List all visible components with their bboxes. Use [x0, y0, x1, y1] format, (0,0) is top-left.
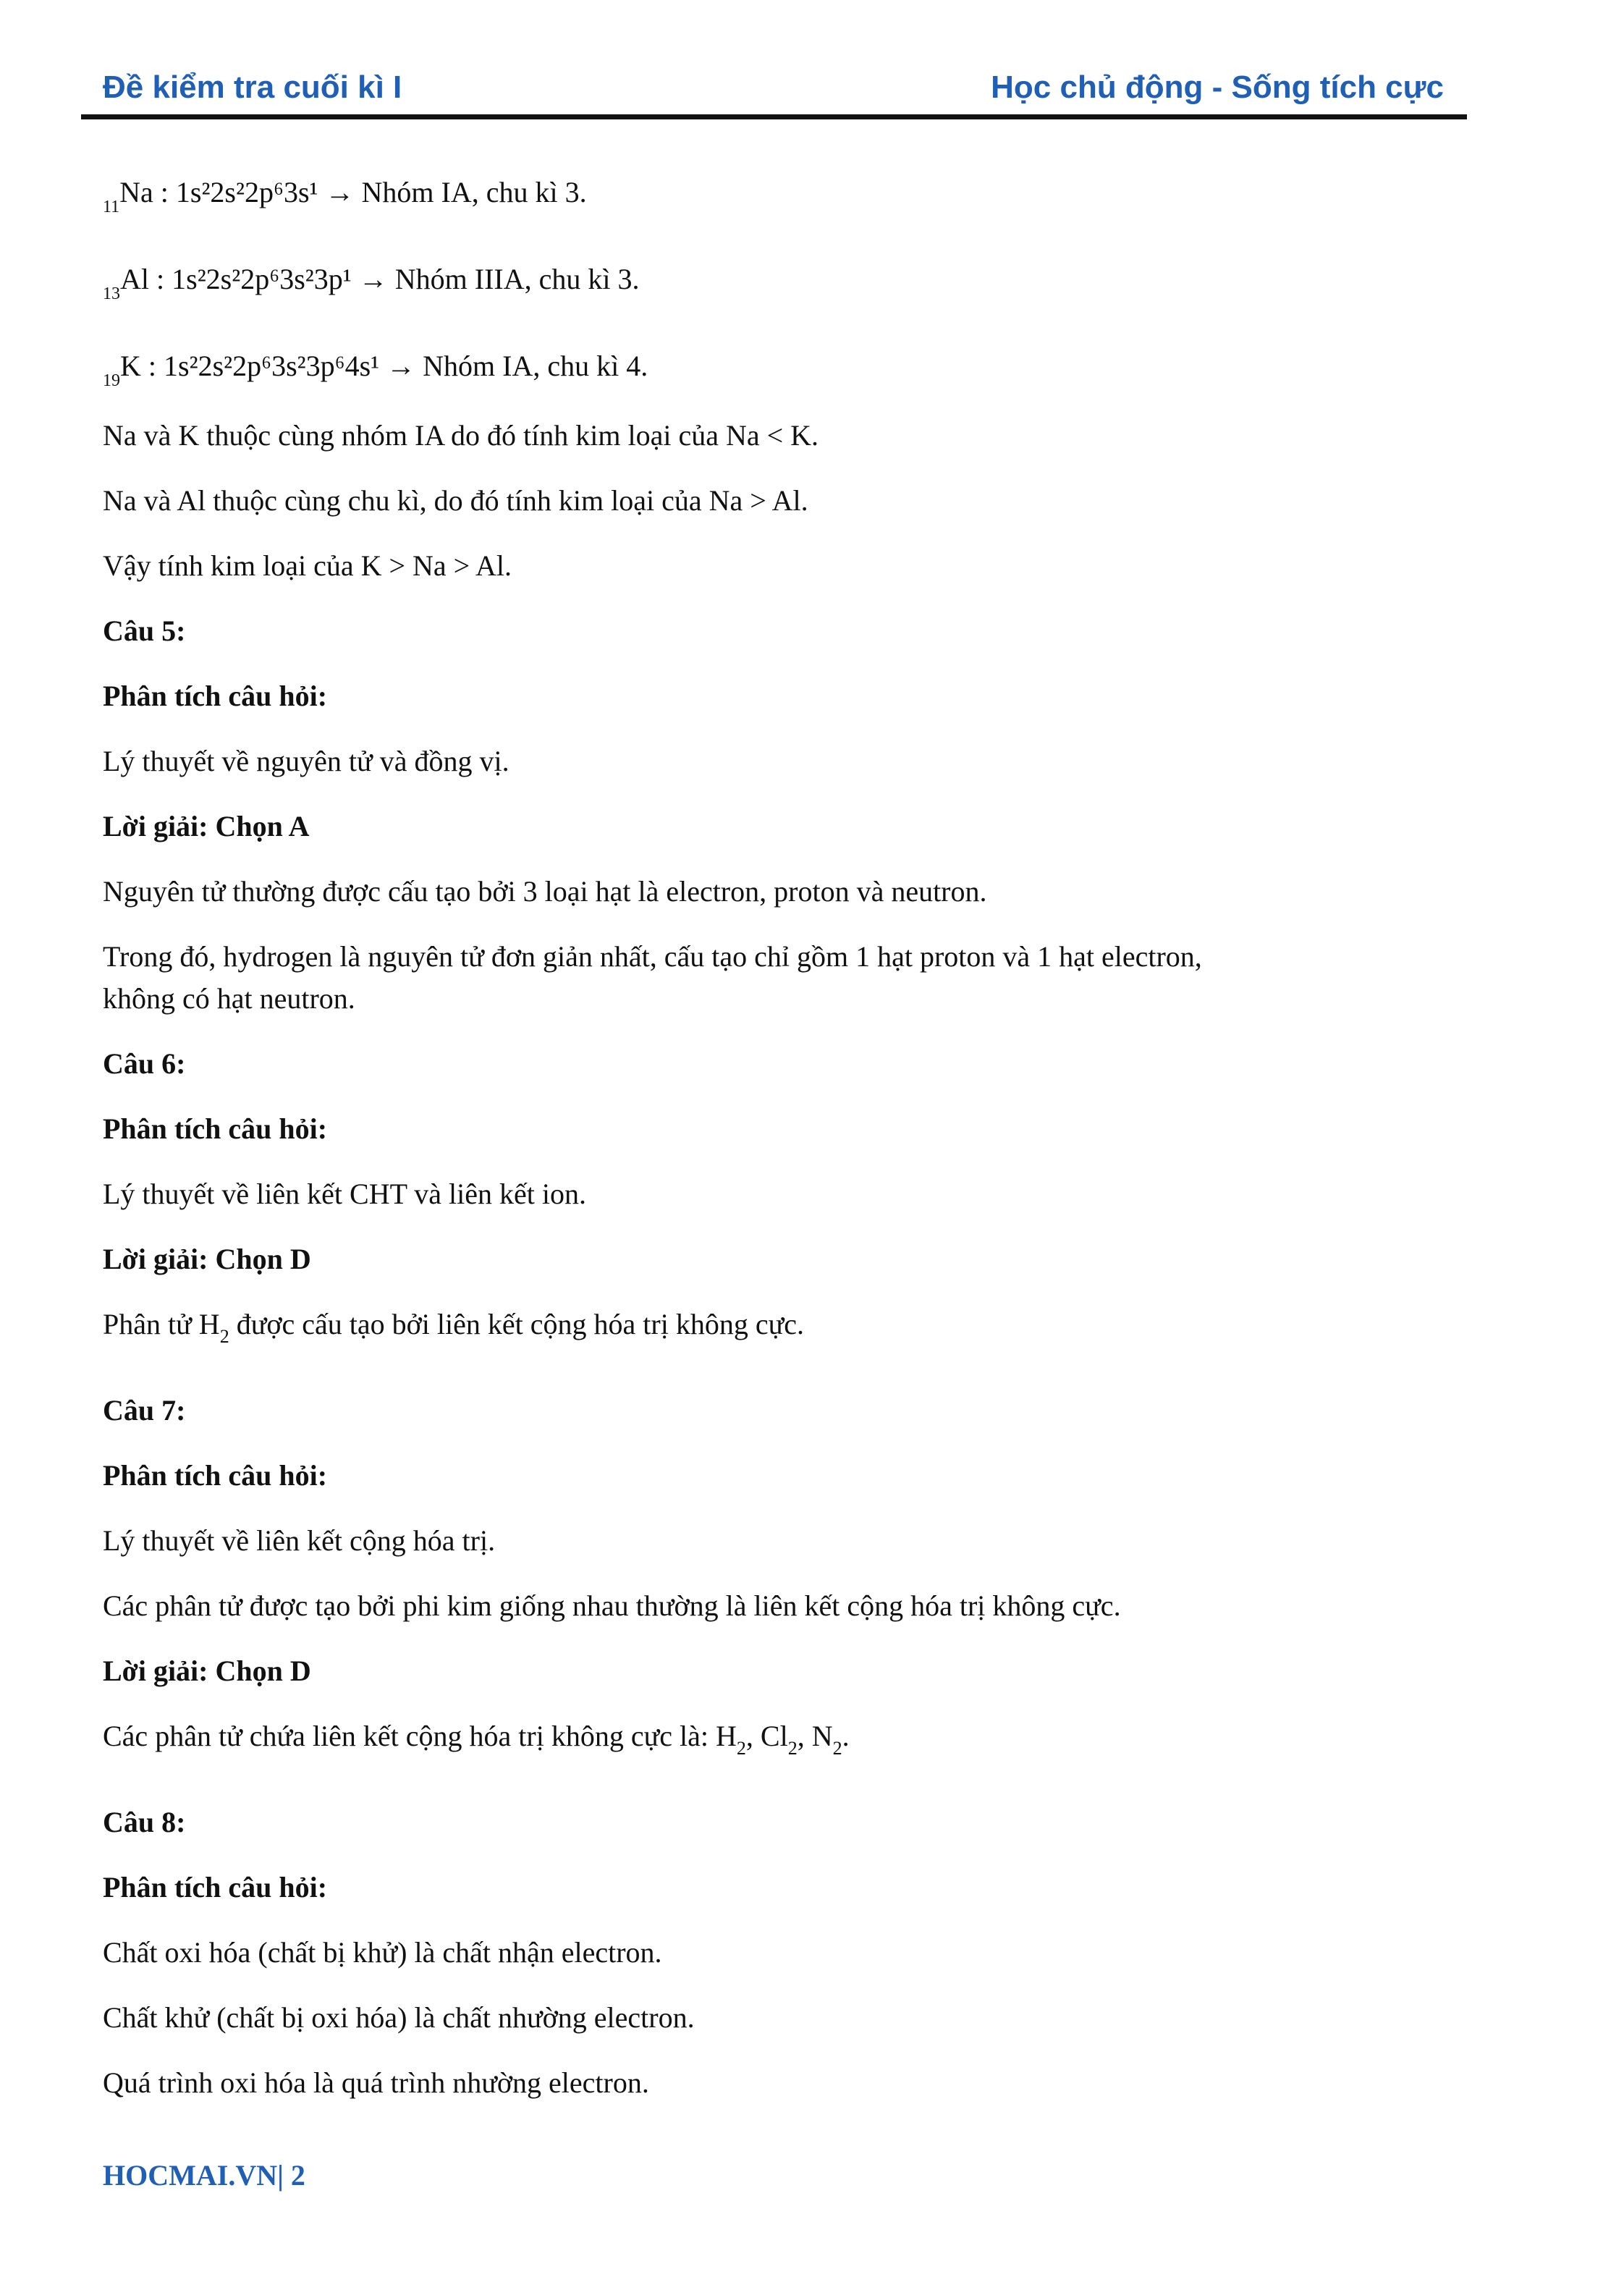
- question-heading: Câu 6:: [103, 1047, 186, 1080]
- paragraph: Trong đó, hydrogen là nguyên tử đơn giản nhất, cấu tạo chỉ gồm 1 hạt proton và 1 hạt electron,: [103, 940, 1202, 973]
- analysis-heading: Phân tích câu hỏi:: [103, 1871, 328, 1903]
- answer-heading: Lời giải: Chọn D: [103, 1655, 311, 1687]
- paragraph: Vậy tính kim loại của K > Na > Al.: [103, 549, 512, 582]
- formula-k: $_{19}$K : 1s²2s²2p⁶3s²3p⁶4s¹ → Nhóm IA, chu kì 4.: [103, 350, 648, 390]
- analysis-heading: Phân tích câu hỏi:: [103, 1459, 328, 1492]
- paragraph: Các phân tử chứa liên kết cộng hóa trị không cực là: $H_2$, $Cl_2$, $N_2$.: [103, 1720, 850, 1759]
- analysis-heading: Phân tích câu hỏi:: [103, 680, 328, 712]
- paragraph: Chất khử (chất bị oxi hóa) là chất nhường electron.: [103, 2001, 695, 2034]
- paragraph: Nguyên tử thường được cấu tạo bởi 3 loại hạt là electron, proton và neutron.: [103, 875, 987, 908]
- answer-heading: Lời giải: Chọn D: [103, 1243, 311, 1275]
- question-heading: Câu 7:: [103, 1394, 186, 1427]
- molecule: $Cl_2$,: [760, 1720, 812, 1759]
- page-footer: HOCMAI.VN| 2: [103, 2159, 305, 2192]
- question-heading: Câu 5:: [103, 614, 186, 647]
- answer-heading: Lời giải: Chọn A: [103, 810, 310, 842]
- question-heading: Câu 8:: [103, 1806, 186, 1838]
- paragraph: Na và K thuộc cùng nhóm IA do đó tính kim loại của Na < K.: [103, 419, 819, 452]
- paragraph: không có hạt neutron.: [103, 982, 355, 1015]
- formula-al: $_{13}$Al : 1s²2s²2p⁶3s²3p¹ → Nhóm IIIA, chu kì 3.: [103, 263, 640, 303]
- header-slogan: Học chủ động - Sống tích cực: [991, 69, 1444, 105]
- paragraph: Phân tử $H_2$ được cấu tạo bởi liên kết cộng hóa trị không cực.: [103, 1308, 805, 1347]
- paragraph: Lý thuyết về liên kết CHT và liên kết ion.: [103, 1178, 587, 1210]
- molecule: $H_2$,: [716, 1720, 761, 1759]
- analysis-heading: Phân tích câu hỏi:: [103, 1112, 328, 1145]
- molecule: $N_2$.: [811, 1720, 850, 1759]
- paragraph: Lý thuyết về nguyên tử và đồng vị.: [103, 745, 509, 777]
- header-title: Đề kiểm tra cuối kì I: [103, 69, 402, 105]
- header-divider: [81, 114, 1467, 119]
- paragraph: Quá trình oxi hóa là quá trình nhường electron.: [103, 2066, 649, 2099]
- paragraph: Lý thuyết về liên kết cộng hóa trị.: [103, 1524, 496, 1557]
- paragraph: Các phân tử được tạo bởi phi kim giống nhau thường là liên kết cộng hóa trị không cực.: [103, 1589, 1121, 1622]
- paragraph: Chất oxi hóa (chất bị khử) là chất nhận electron.: [103, 1936, 662, 1969]
- document-body: [103, 174, 1376, 2129]
- formula-na: $_{11}$Na : 1s²2s²2p⁶3s¹ → Nhóm IA, chu kì 3.: [103, 176, 587, 216]
- paragraph: Na và Al thuộc cùng chu kì, do đó tính kim loại của Na > Al.: [103, 484, 808, 517]
